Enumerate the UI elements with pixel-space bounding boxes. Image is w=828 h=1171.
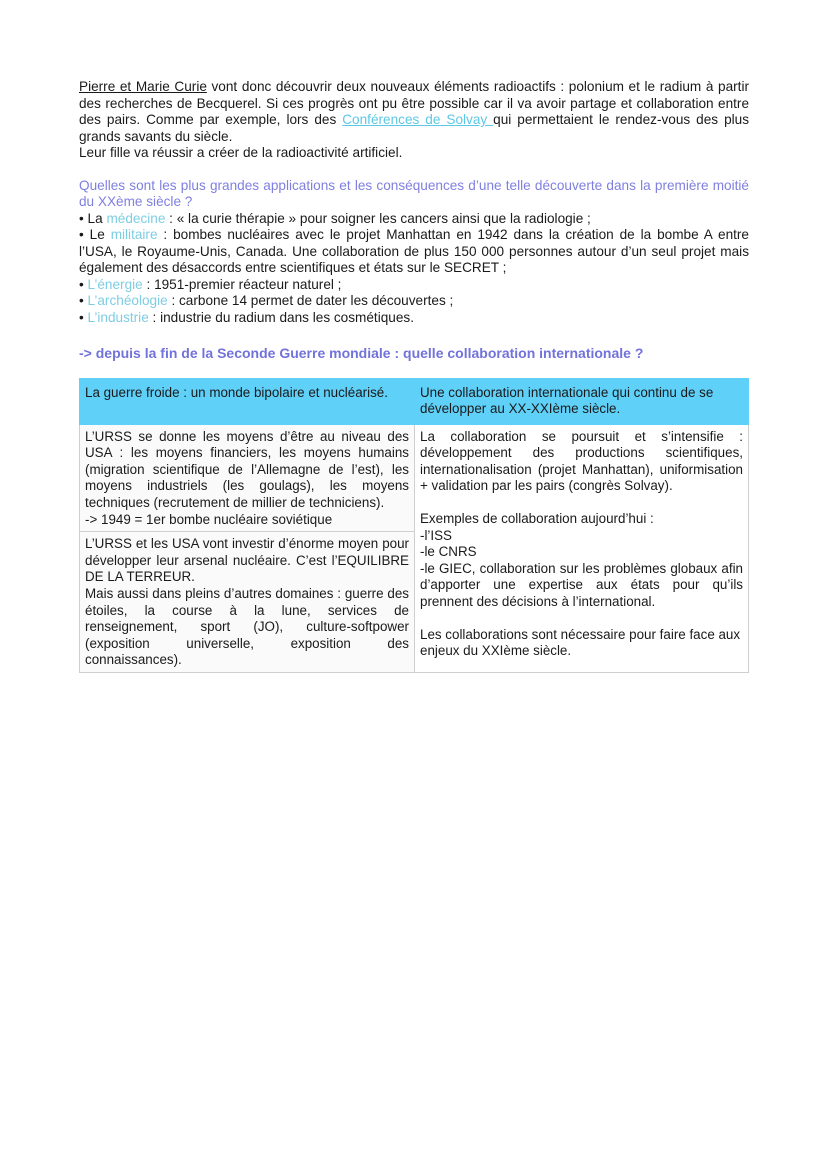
- intro-text-a: vont donc découvrir deux nouveaux éléments radioactifs : polonium et le radium à partir des recherches de Becquerel. Si ces progrès ont pu être possible car il va avoir partage et collaboration entre des pairs. Comme par exemple, lors des: [79, 79, 749, 127]
- arsenal-text: L’URSS et les USA vont investir d’énorme moyen pour développer leur arsenal nucléaire. C’est l’EQUILIBRE DE LA TERREUR.: [85, 536, 409, 585]
- example-giec: -le GIEC, collaboration sur les problèmes globaux afin d’apporter une expertise aux états pour qu’ils prennent des décisions à l’international.: [420, 560, 743, 610]
- list-item-militaire: • Le militaire : bombes nucléaires avec le projet Manhattan en 1942 dans la création de la bombe A entre l’USA, le Royaume-Unis, Canada. Une collaboration de plus 150 000 personnes autour d’un seul projet mais également des désaccords entre scientifiques et états sur le SECRET ;: [79, 227, 749, 275]
- comparison-table: [79, 378, 749, 674]
- examples-title: Exemples de collaboration aujourd’hui :: [420, 511, 654, 527]
- curie-names: Pierre et Marie Curie: [79, 79, 207, 94]
- list-item-medecine: • La médecine : « la curie thérapie » pour soigner les cancers ainsi que la radiologie ;: [79, 210, 591, 226]
- table-row: [80, 424, 749, 672]
- cold-war-cell: [80, 424, 415, 672]
- example-cnrs: -le CNRS: [420, 544, 477, 560]
- other-domains-text: Mais aussi dans pleins d’autres domaines : guerre des étoiles, la course à la lune, services de renseignement, sport (JO), culture-softpower (exposition universelle, exposition des connaissances).: [85, 586, 409, 668]
- document-body: [79, 79, 749, 673]
- intro-paragraph: [79, 79, 749, 145]
- cell-divider: [80, 531, 414, 532]
- list-item-energie: • L’énergie : 1951-premier réacteur naturel ;: [79, 276, 342, 292]
- keyword-energie: L’énergie: [87, 276, 143, 292]
- collaboration-intensifies-text: La collaboration se poursuit et s’intensifie : développement des productions scientifiques, internationalisation (projet Manhattan), uniformisation + validation par les pairs (congrès Solvay).: [420, 428, 743, 494]
- keyword-medecine: médecine: [106, 210, 166, 226]
- intro-daughter-line: Leur fille va réussir a créer de la radioactivité artificiel.: [79, 145, 403, 160]
- solvay-conferences-link[interactable]: Conférences de Solvay: [342, 112, 494, 127]
- conclusion-text: Les collaborations sont nécessaire pour faire face aux enjeux du XXIème siècle.: [420, 626, 741, 659]
- urss-means-text: L’URSS se donne les moyens d’être au niveau des USA : les moyens financiers, les moyens humains (migration scientifique de l’Allemagne de l’est), les moyens industriels (les goulags), les moyens techniques (recrutement de millier de techniciens).: [85, 428, 409, 511]
- applications-list: [79, 211, 749, 327]
- list-item-industrie: • L’industrie : industrie du radium dans les cosmétiques.: [79, 309, 414, 325]
- header-cold-war: La guerre froide : un monde bipolaire et nucléarisé.: [80, 378, 415, 424]
- applications-question: Quelles sont les plus grandes applications et les conséquences d’une telle découverte dans la première moitié du XXème siècle ?: [79, 177, 749, 209]
- table-header-row: [80, 378, 749, 424]
- example-iss: -l’ISS: [420, 527, 452, 543]
- header-collaboration: Une collaboration internationale qui continu de se développer au XX-XXIème siècle.: [415, 378, 749, 424]
- keyword-militaire: militaire: [110, 227, 158, 242]
- list-item-archeologie: • L’archéologie : carbone 14 permet de dater les découvertes ;: [79, 293, 454, 308]
- collaboration-cell: [415, 424, 749, 672]
- keyword-industrie: L’industrie: [87, 309, 149, 325]
- intro-text-b: qui permettaient le rendez-vous des plus grands savants du siècle.: [79, 112, 750, 144]
- section-heading: -> depuis la fin de la Seconde Guerre mondiale : quelle collaboration internationale ?: [79, 345, 644, 361]
- soviet-bomb-line: -> 1949 = 1er bombe nucléaire soviétique: [85, 511, 333, 527]
- keyword-archeologie: L’archéologie: [87, 293, 168, 308]
